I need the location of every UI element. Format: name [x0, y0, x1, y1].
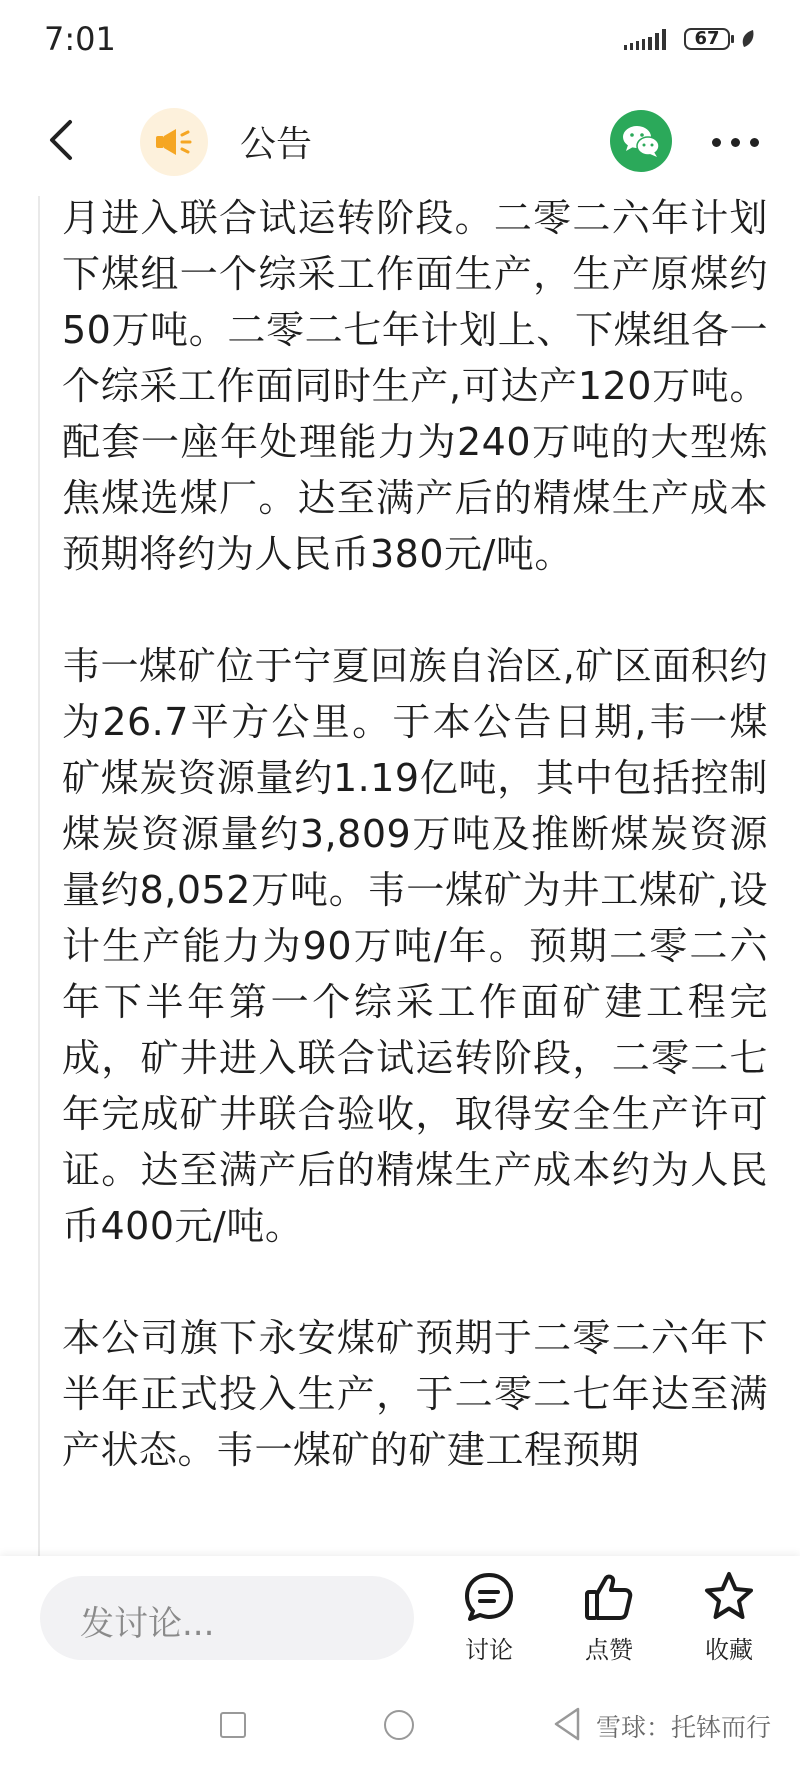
discuss-label: 讨论 [465, 1636, 513, 1664]
battery-indicator: 67 [684, 28, 730, 50]
system-navigation-bar [0, 1668, 800, 1768]
quote-rule [38, 196, 40, 1556]
home-button[interactable] [384, 1710, 414, 1740]
article-paragraph: 韦一煤矿位于宁夏回族自治区,矿区面积约为26.7平方公里。于本公告日期,韦一煤矿煤炭资源量约1.19亿吨，其中包括控制煤炭资源量约3,809万吨及推断煤炭资源量约8,052万吨。韦一煤矿为井工煤矿,设计生产能力为90万吨/年。预期二零二六年下半年第一个综采工作面矿建工程完成，矿井进入联合试运转阶段，二零二七年完成矿井联合验收，取得安全生产许可证。达至满产后的精煤生产成本约为人民币400元/吨。 [62, 644, 768, 1248]
discuss-icon [462, 1570, 516, 1624]
signal-icon [624, 28, 672, 50]
watermark: 雪球：托钵而行 [596, 1713, 772, 1742]
chevron-left-icon [36, 112, 92, 168]
article-paragraph: 月进入联合试运转阶段。二零二六年计划下煤组一个综采工作面生产，生产原煤约50万吨。二零二七年计划上、下煤组各一个综采工作面同时生产,可达产120万吨。配套一座年处理能力为240万吨的大型炼焦煤选煤厂。达至满产后的精煤生产成本预期将约为人民币380元/吨。 [62, 196, 768, 576]
discuss-button[interactable] [444, 1570, 534, 1666]
comment-placeholder: 发讨论... [80, 1604, 215, 1644]
like-button[interactable] [564, 1570, 654, 1666]
star-icon [702, 1570, 756, 1624]
thumbs-up-icon [582, 1570, 636, 1624]
recent-apps-button[interactable] [220, 1712, 246, 1738]
favorite-button[interactable] [684, 1570, 774, 1666]
bottom-action-bar [0, 1556, 800, 1668]
speaker-icon [154, 126, 194, 158]
like-label: 点赞 [585, 1636, 633, 1664]
wechat-icon [621, 124, 661, 158]
status-bar [0, 0, 800, 84]
article-body [62, 196, 768, 1556]
favorite-label: 收藏 [705, 1636, 753, 1664]
more-options-button[interactable] [706, 114, 766, 170]
article-paragraph: 本公司旗下永安煤矿预期于二零二六年下半年正式投入生产，于二零二七年达至满产状态。韦一煤矿的矿建工程预期 [62, 1316, 768, 1472]
status-time: 7:01 [44, 20, 116, 58]
back-button[interactable] [36, 112, 92, 168]
page-title: 公告 [240, 124, 313, 165]
more-dot-icon [750, 138, 759, 147]
nav-bar [0, 92, 800, 188]
wechat-share-button[interactable] [610, 110, 672, 172]
more-dot-icon [731, 138, 740, 147]
announcement-avatar [140, 108, 208, 176]
leaf-icon [740, 29, 756, 49]
more-dot-icon [712, 138, 721, 147]
comment-input[interactable] [40, 1576, 414, 1660]
system-back-icon[interactable] [552, 1706, 582, 1742]
